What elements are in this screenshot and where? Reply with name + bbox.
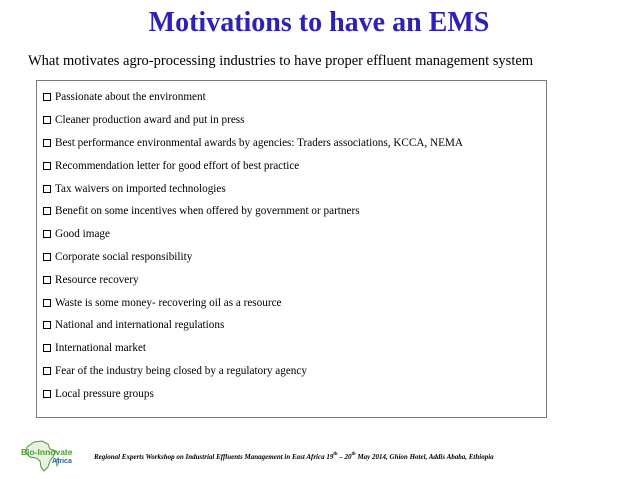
list-item-text: Waste is some money- recovering oil as a resource xyxy=(55,296,282,309)
footer-text-part2: – 20 xyxy=(337,453,352,461)
list-item xyxy=(43,268,463,291)
list-item xyxy=(43,86,463,109)
bio-innovate-africa-logo xyxy=(20,440,84,472)
checkbox-bullet-icon xyxy=(43,344,51,352)
logo-sub-text: Africa xyxy=(52,458,72,465)
list-item-text: Best performance environmental awards by agencies: Traders associations, KCCA, NEMA xyxy=(55,136,463,149)
checkbox-bullet-icon xyxy=(43,139,51,147)
list-item-text: Cleaner production award and put in press xyxy=(55,114,245,127)
list-item xyxy=(43,382,463,405)
motivations-list-box xyxy=(36,80,547,418)
list-item-text: Tax waivers on imported technologies xyxy=(55,182,226,195)
checkbox-bullet-icon xyxy=(43,185,51,193)
list-item-text: National and international regulations xyxy=(55,319,225,332)
list-item-text: Passionate about the environment xyxy=(55,91,206,104)
footer-sup2: th xyxy=(351,452,356,457)
checkbox-bullet-icon xyxy=(43,321,51,329)
list-item xyxy=(43,200,463,223)
footer-sup1: th xyxy=(333,452,338,457)
footer-caption xyxy=(94,452,494,462)
checkbox-bullet-icon xyxy=(43,276,51,284)
list-item-text: Local pressure groups xyxy=(55,387,154,400)
footer-text-part3: May 2014, Ghion Hotel, Addis Ababa, Ethiopia xyxy=(355,453,494,461)
list-item xyxy=(43,177,463,200)
checkbox-bullet-icon xyxy=(43,93,51,101)
list-item xyxy=(43,360,463,383)
checkbox-bullet-icon xyxy=(43,230,51,238)
list-item xyxy=(43,337,463,360)
list-item xyxy=(43,246,463,269)
checkbox-bullet-icon xyxy=(43,367,51,375)
checkbox-bullet-icon xyxy=(43,390,51,398)
list-item-text: Good image xyxy=(55,228,110,241)
africa-map-icon xyxy=(20,440,84,472)
list-item xyxy=(43,314,463,337)
list-item-text: Resource recovery xyxy=(55,273,139,286)
list-item xyxy=(43,223,463,246)
checkbox-bullet-icon xyxy=(43,253,51,261)
page-title: Motivations to have an EMS xyxy=(148,7,490,38)
footer-text-part1: Regional Experts Workshop on Industrial Effluents Management in East Africa 19 xyxy=(94,453,334,461)
list-item xyxy=(43,109,463,132)
checkbox-bullet-icon xyxy=(43,116,51,124)
checkbox-bullet-icon xyxy=(43,299,51,307)
checkbox-bullet-icon xyxy=(43,207,51,215)
list-item xyxy=(43,154,463,177)
list-item-text: Corporate social responsibility xyxy=(55,250,193,263)
list-item-text: International market xyxy=(55,342,147,355)
subtitle: What motivates agro-processing industries to have proper effluent management system xyxy=(28,53,534,69)
list-item-text: Benefit on some incentives when offered by government or partners xyxy=(55,205,360,218)
list-item-text: Fear of the industry being closed by a regulatory agency xyxy=(55,364,307,377)
list-item-text: Recommendation letter for good effort of best practice xyxy=(55,159,300,172)
list-item xyxy=(43,291,463,314)
checkbox-bullet-icon xyxy=(43,162,51,170)
motivations-list xyxy=(43,86,463,405)
list-item xyxy=(43,132,463,155)
logo-main-text: Bio-Innovate xyxy=(21,447,73,457)
